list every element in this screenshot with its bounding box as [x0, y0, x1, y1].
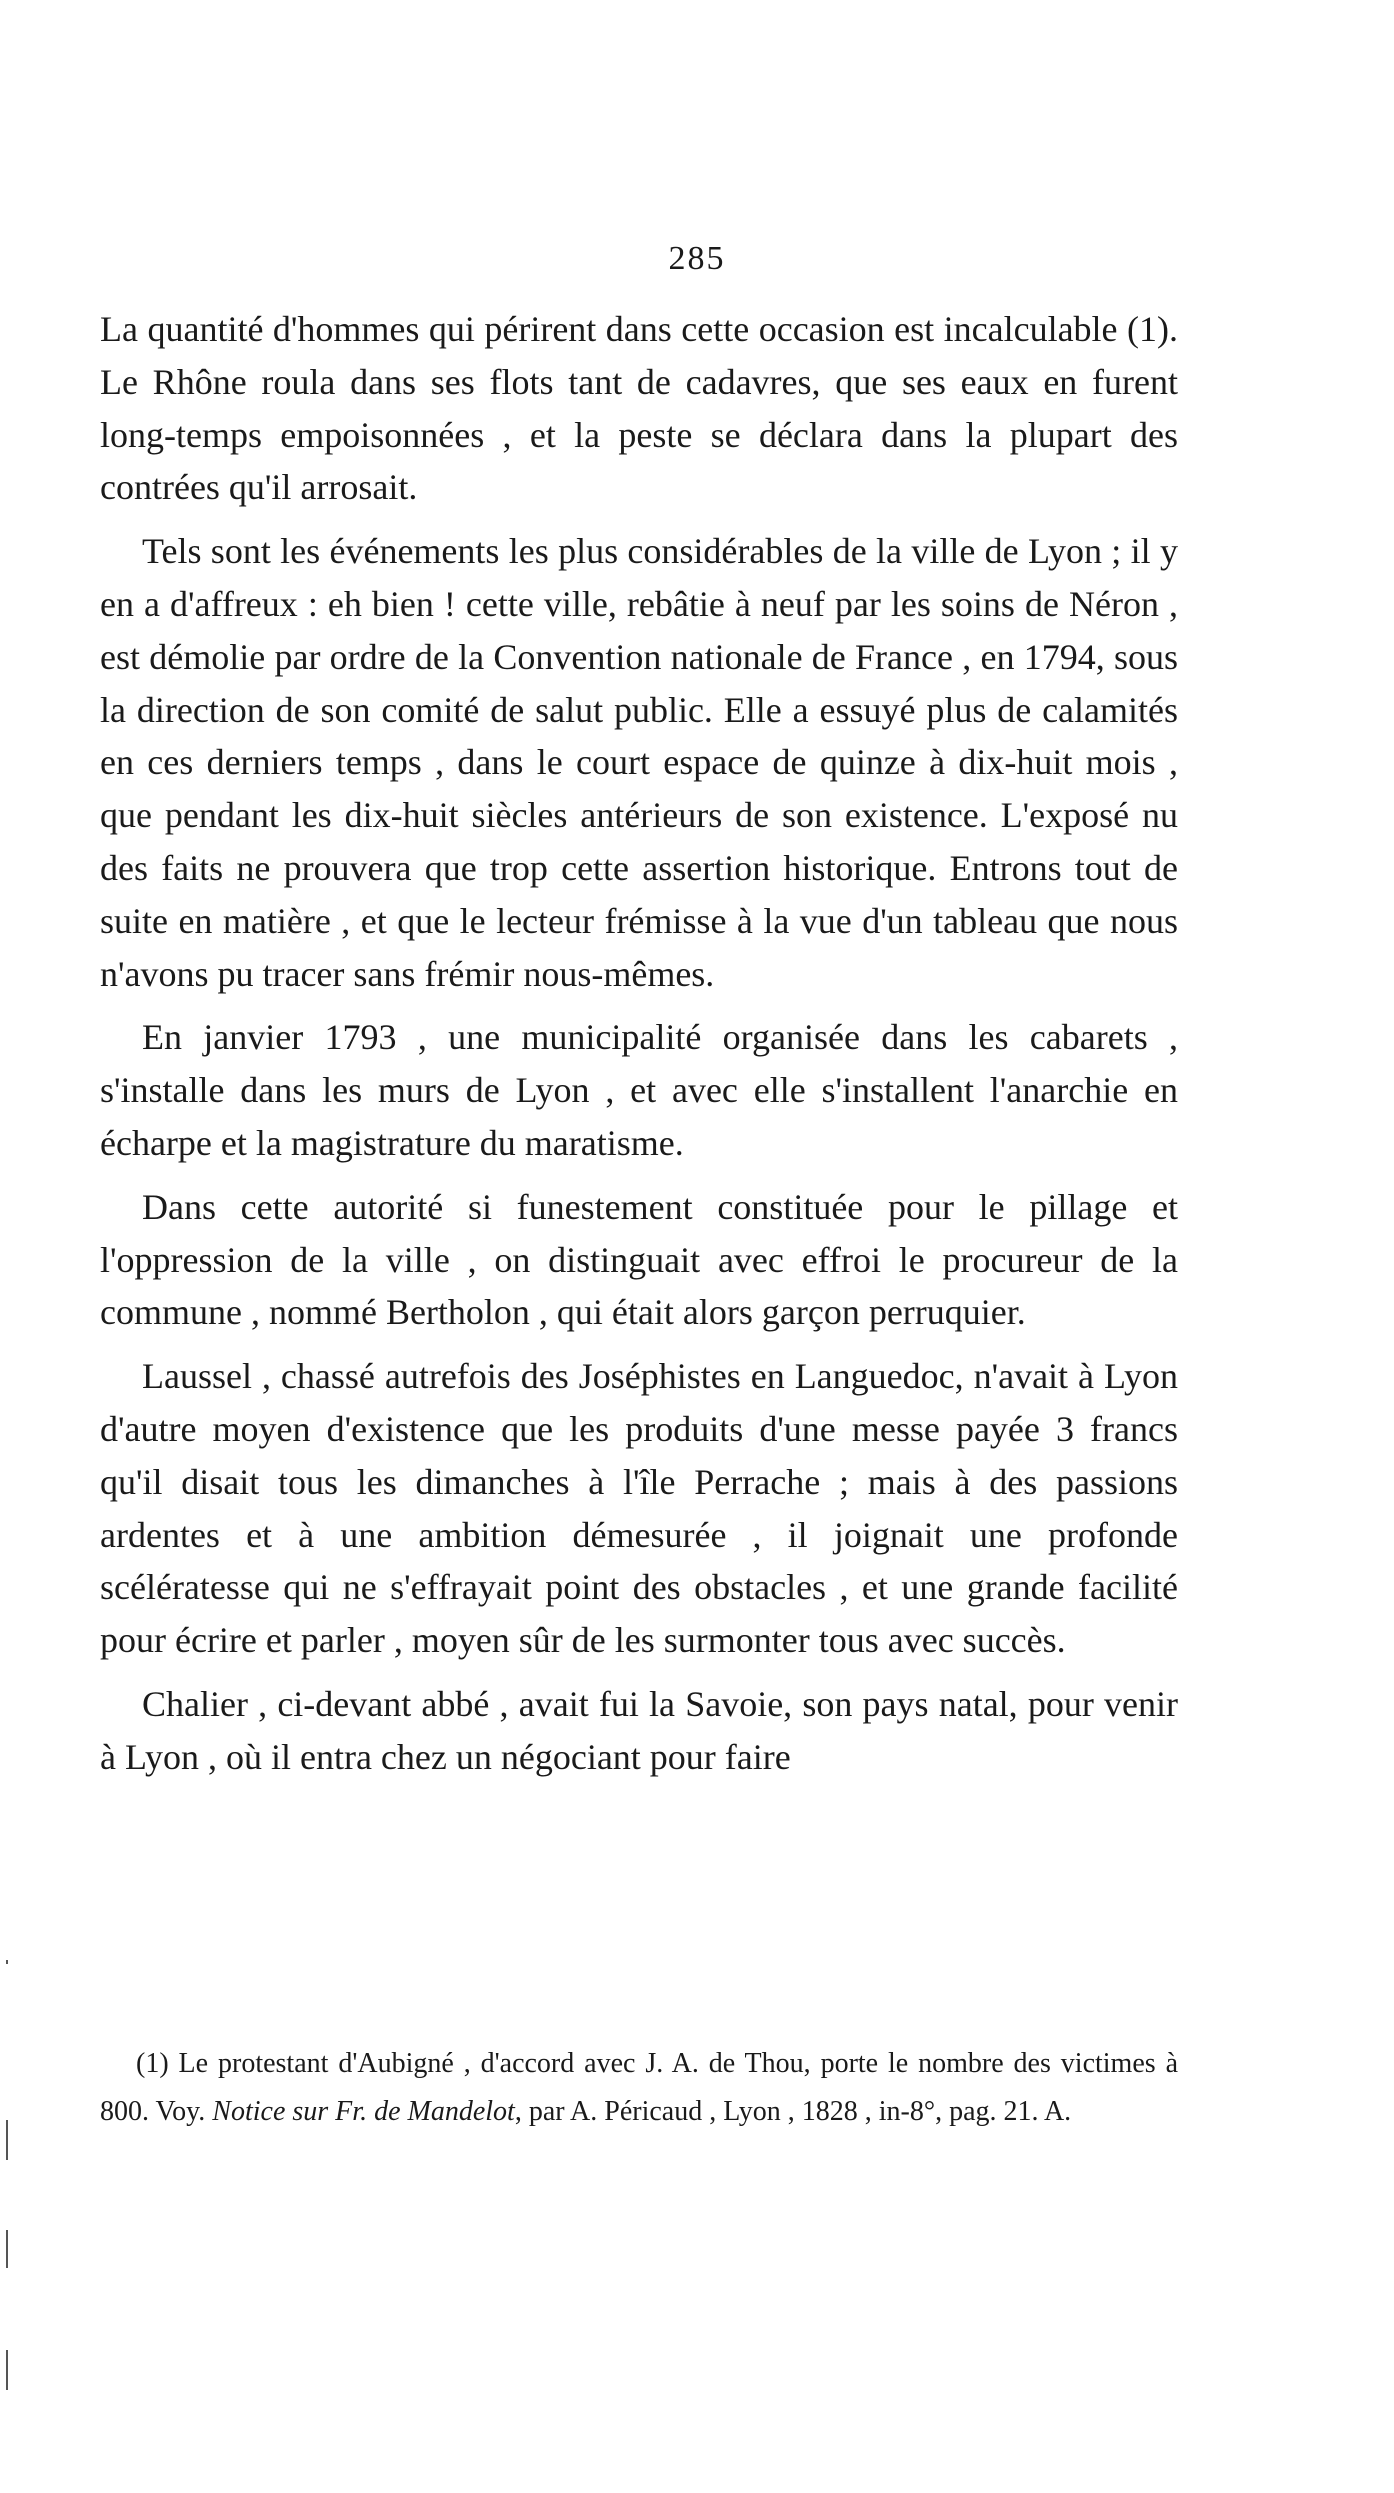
footnote-cited-title: Notice sur Fr. de Mandelot	[212, 2096, 515, 2127]
paragraph: La quantité d'hommes qui périrent dans cette occasion est incalculable (1). Le Rhône roula dans ses flots tant de cadavres, que ses eaux en furent long-temps empoisonnées , et la peste se déclara dans la plupart des contrées qu'il arrosait.	[100, 309, 1178, 508]
scan-margin-mark	[6, 2350, 8, 2390]
footnote	[100, 2040, 1178, 2136]
page-number: 285	[668, 240, 726, 277]
footnote-lead: (1) Le protestant d'Aubigné , d'accord avec J. A. de Thou, porte le nombre des victimes à 800. Voy.	[100, 2048, 1178, 2127]
scan-margin-mark	[6, 2230, 8, 2268]
paragraph: Tels sont les événements les plus considérables de la ville de Lyon ; il y en a d'affreux : eh bien ! cette ville, rebâtie à neuf par les soins de Néron , est démolie par ordre de la Convention nationale de France , en 1794, sous la direction de son comité de salut public. Elle a essuyé plus de calamités en ces derniers temps , dans le court espace de quinze à dix-huit mois , que pendant les dix-huit siècles antérieurs de son existence. L'exposé nu des faits ne prouvera que trop cette assertion historique. Entrons tout de suite en matière , et que le lecteur frémisse à la vue d'un tableau que nous n'avons pu tracer sans frémir nous-mêmes.	[100, 531, 1178, 994]
paragraph: Dans cette autorité si funestement constituée pour le pillage et l'oppression de la ville , on distinguait avec effroi le procureur de la commune , nommé Bertholon , qui était alors garçon perruquier.	[100, 1186, 1178, 1333]
paragraph: En janvier 1793 , une municipalité organisée dans les cabarets , s'installe dans les murs de Lyon , et avec elle s'installent l'anarchie en écharpe et la magistrature du maratisme.	[100, 1017, 1178, 1163]
paragraph: Laussel , chassé autrefois des Joséphistes en Languedoc, n'avait à Lyon d'autre moyen d'existence que les produits d'une messe payée 3 francs qu'il disait tous les dimanches à l'île Perrache ; mais à des passions ardentes et à une ambition démesurée , il joignait une profonde scélératesse qui ne s'effrayait point des obstacles , et une grande facilité pour écrire et parler , moyen sûr de les surmonter tous avec succès.	[100, 1356, 1178, 1661]
scan-margin-mark	[6, 2120, 8, 2160]
footnote-tail: , par A. Péricaud , Lyon , 1828 , in-8°, pag. 21. A.	[514, 2096, 1072, 2127]
scan-margin-mark	[6, 1960, 8, 1964]
main-text	[100, 303, 1178, 1795]
paragraph: Chalier , ci-devant abbé , avait fui la Savoie, son pays natal, pour venir à Lyon , où il entra chez un négociant pour faire	[100, 1683, 1178, 1777]
